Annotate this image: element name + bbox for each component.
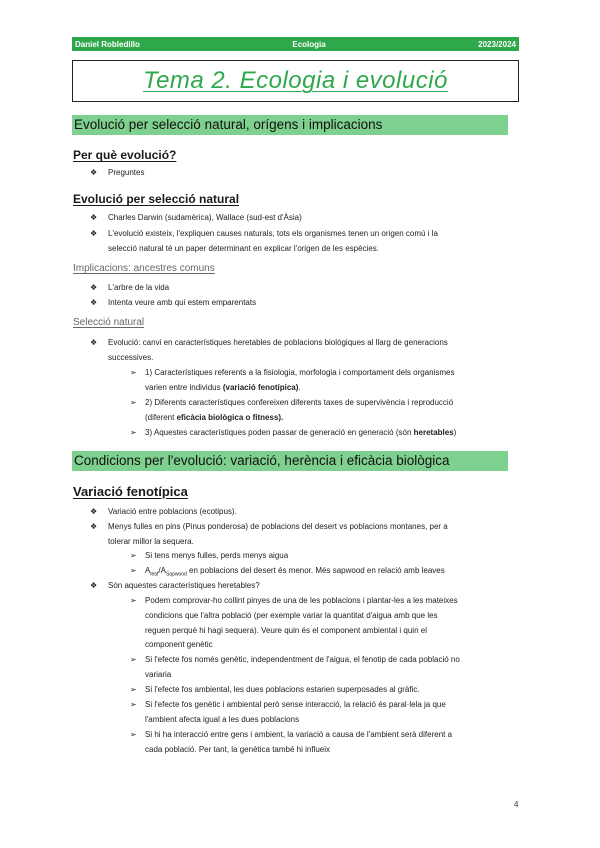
diamond-bullet-icon: ❖ [90,338,98,347]
heading-evolucio: Evolució per selecció natural [73,192,240,206]
sub-list-item-continuation: cada població. Per tant, la genètica també hi influeix [145,745,331,754]
sub-list-item: Si l'efecte fos ambiental, les dues poblacions estarien superposades al gràfic. [145,685,420,694]
list-item: Són aquestes característiques heretables? [108,581,260,590]
header-year: 2023/2024 [478,39,516,49]
sub-list-item: 1) Característiques referents a la fisiologia, morfologia i comportament dels organismes [145,368,455,377]
list-item-continuation: tolerar millor la sequera. [108,537,194,546]
list-item: Menys fulles en pins (Pinus ponderosa) de poblacions del desert vs poblacions montanes, per a [108,522,448,531]
arrow-bullet-icon: ➢ [130,596,137,605]
arrow-bullet-icon: ➢ [130,428,137,437]
list-item: Evolució: canvi en característiques heretables de poblacions biològiques al llarg de generacions [108,338,448,347]
list-item: L'evolució existeix, l'expliquen causes naturals, tots els organismes tenen un origen comú i la [108,229,438,238]
diamond-bullet-icon: ❖ [90,522,98,531]
section-heading-2: Condicions per l'evolució: variació, herència i eficàcia biològica [72,451,508,471]
diamond-bullet-icon: ❖ [90,581,98,590]
diamond-bullet-icon: ❖ [90,213,98,222]
sub-list-item-continuation: (diferent eficàcia biològica o fitness). [145,413,284,422]
page-number: 4 [514,800,519,809]
list-item-continuation: successives. [108,353,154,362]
list-item: L'arbre de la vida [108,283,170,292]
diamond-bullet-icon: ❖ [90,298,98,307]
list-item: Variació entre poblacions (ecotipus). [108,507,237,516]
list-item-continuation: selecció natural té un paper determinant en explicar l'origen de les espècies. [108,244,380,253]
sub-list-item-continuation: condicions que l'altra població (per exemple variar la quantitat d'aigua amb que les [145,611,438,620]
sub-list-item-continuation: l'ambient afecta igual a les dues poblacions [145,715,300,724]
sub-list-item: Si l'efecte fos només genètic, independentment de l'aigua, el fenotip de cada població no [145,655,460,664]
arrow-bullet-icon: ➢ [130,655,137,664]
sub-list-item-continuation: varien entre individus (variació fenotípica). [145,383,301,392]
list-item: Intenta veure amb qui estem emparentats [108,298,257,307]
sub-list-item: 2) Diferents característiques confereixen diferents taxes de supervivència i reproducció [145,398,454,407]
arrow-bullet-icon: ➢ [130,551,137,560]
sub-list-item-continuation: variaria [145,670,172,679]
diamond-bullet-icon: ❖ [90,507,98,516]
arrow-bullet-icon: ➢ [130,700,137,709]
section-heading-1: Evolució per selecció natural, orígens i implicacions [72,115,508,135]
list-item: Preguntes [108,168,145,177]
list-item: Charles Darwin (sudamèrica), Wallace (sud-est d'Àsia) [108,213,302,222]
arrow-bullet-icon: ➢ [130,730,137,739]
heading-perque: Per què evolució? [73,148,177,162]
header-subject: Ecologia [292,39,326,49]
sub-list-item: 3) Aquestes característiques poden passar de generació en generació (són heretables) [145,428,457,437]
title-box [72,60,519,102]
arrow-bullet-icon: ➢ [130,685,137,694]
arrow-bullet-icon: ➢ [130,398,137,407]
diamond-bullet-icon: ❖ [90,229,98,238]
arrow-bullet-icon: ➢ [130,566,137,575]
diamond-bullet-icon: ❖ [90,168,98,177]
sub-list-item-continuation: reguen perquè hi hagi sequera). Veure quin és el component ambiental i quin el [145,626,427,635]
diamond-bullet-icon: ❖ [90,283,98,292]
heading-variacio: Variació fenotípica [73,484,188,499]
header-author: Daniel Robledillo [75,39,140,49]
sub-list-item: $A_{leaf}/A_{Sapwood}$ en poblacions del desert és menor. Més sapwood en relació amb leaves [145,566,445,578]
sub-list-item: Podem comprovar-ho collint pinyes de una de les poblacions i plantar-les a les mateixes [145,596,458,605]
page-title: Tema 2. Ecologia i evolució [143,67,448,94]
heading-seleccio: Selecció natural [73,317,145,328]
heading-implicacions: Implicacions: ancestres comuns [73,263,215,274]
sub-list-item: Si hi ha interacció entre gens i ambient, la variació a causa de l'ambient serà diferent a [145,730,453,739]
sub-list-item-continuation: component genètic [145,640,213,649]
page-header [72,37,519,51]
arrow-bullet-icon: ➢ [130,368,137,377]
sub-list-item: Si tens menys fulles, perds menys aigua [145,551,289,560]
sub-list-item: Si l'efecte fos genètic i ambiental però sense interacció, la relació és paral·lela ja que [145,700,446,709]
